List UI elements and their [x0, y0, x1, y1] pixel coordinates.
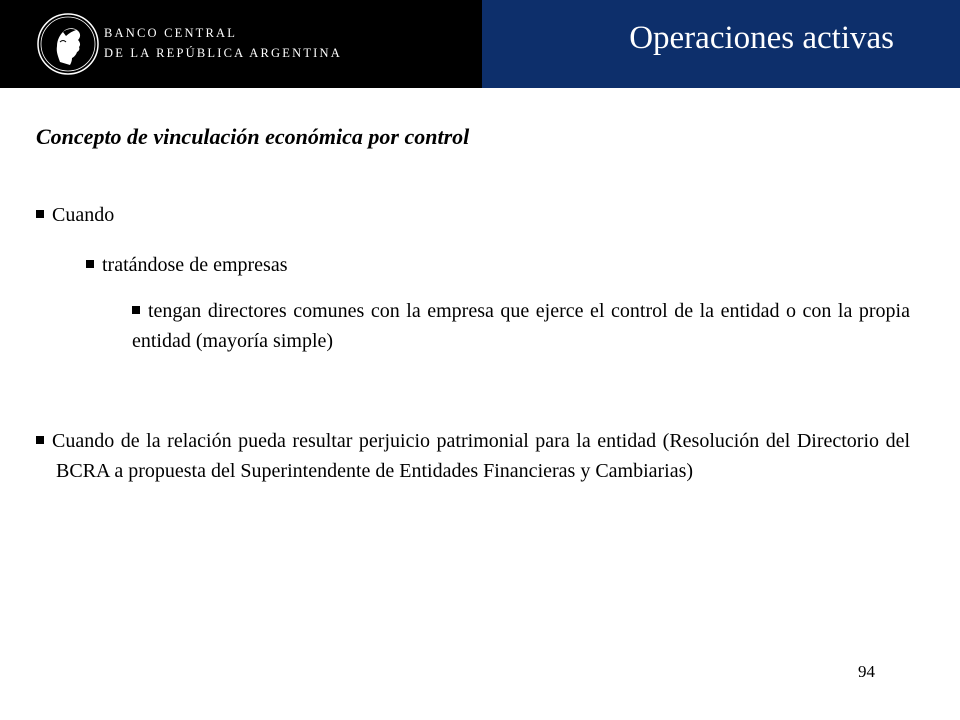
- square-bullet-icon: [132, 306, 140, 314]
- bullet-item: [36, 200, 436, 230]
- bullet-text: tengan directores comunes con la empresa que ejerce el control de la entidad o con la propia entidad (mayoría simple): [132, 300, 910, 352]
- bullet-text: Cuando: [52, 204, 115, 226]
- header-logo-band: [0, 0, 482, 88]
- profile-medallion-icon: [36, 12, 100, 76]
- logo-line-1: BANCO CENTRAL: [104, 26, 238, 40]
- logo-line-2: DE LA REPÚBLICA ARGENTINA: [104, 46, 342, 60]
- slide-subtitle: Concepto de vinculación económica por control: [36, 124, 470, 149]
- square-bullet-icon: [86, 260, 94, 268]
- header-title-band: [482, 0, 960, 88]
- bullet-item: [86, 250, 486, 280]
- bullet-item: [132, 296, 910, 356]
- bullet-item: [36, 426, 910, 486]
- bullet-text: Cuando de la relación pueda resultar perjuicio patrimonial para la entidad (Resolución del Directorio del BCRA a propuesta del Superintendente de Entidades Financieras y Cambiarias): [52, 430, 910, 482]
- bank-logo-text: [104, 23, 342, 63]
- page-number: 94: [858, 662, 875, 681]
- bullet-text: tratándose de empresas: [102, 254, 288, 276]
- square-bullet-icon: [36, 210, 44, 218]
- slide-title: Operaciones activas: [629, 20, 894, 56]
- square-bullet-icon: [36, 436, 44, 444]
